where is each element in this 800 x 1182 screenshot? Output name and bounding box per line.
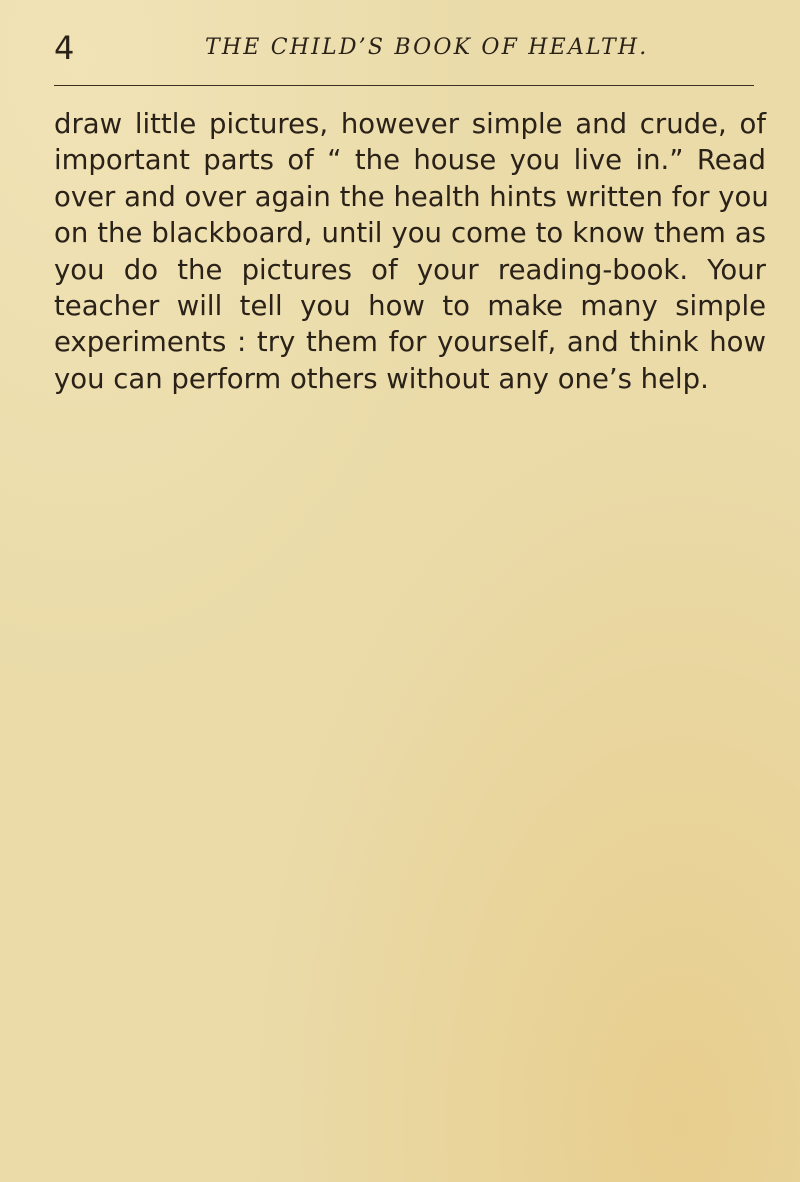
text-line: draw little pictures, however simple and crude, of xyxy=(54,108,766,140)
page-number: 4 xyxy=(54,29,75,67)
header-rule xyxy=(54,85,754,86)
text-line: experiments : try them for yourself, and think how xyxy=(54,326,766,359)
text-line: over and over again the health hints written for you xyxy=(54,180,769,213)
running-head xyxy=(0,28,800,68)
text-line: on the blackboard, until you come to know them as xyxy=(54,217,766,250)
text-line: you can perform others without any one’s help. xyxy=(54,362,709,395)
text-line: teacher will tell you how to make many simple xyxy=(54,289,766,322)
text-line: important parts of “ the house you live in.” Read xyxy=(54,144,766,177)
text-line: you do the pictures of your reading-book. Your xyxy=(54,253,766,286)
running-title: THE CHILD’S BOOK OF HEALTH. xyxy=(205,35,649,60)
body-paragraph xyxy=(54,106,769,397)
